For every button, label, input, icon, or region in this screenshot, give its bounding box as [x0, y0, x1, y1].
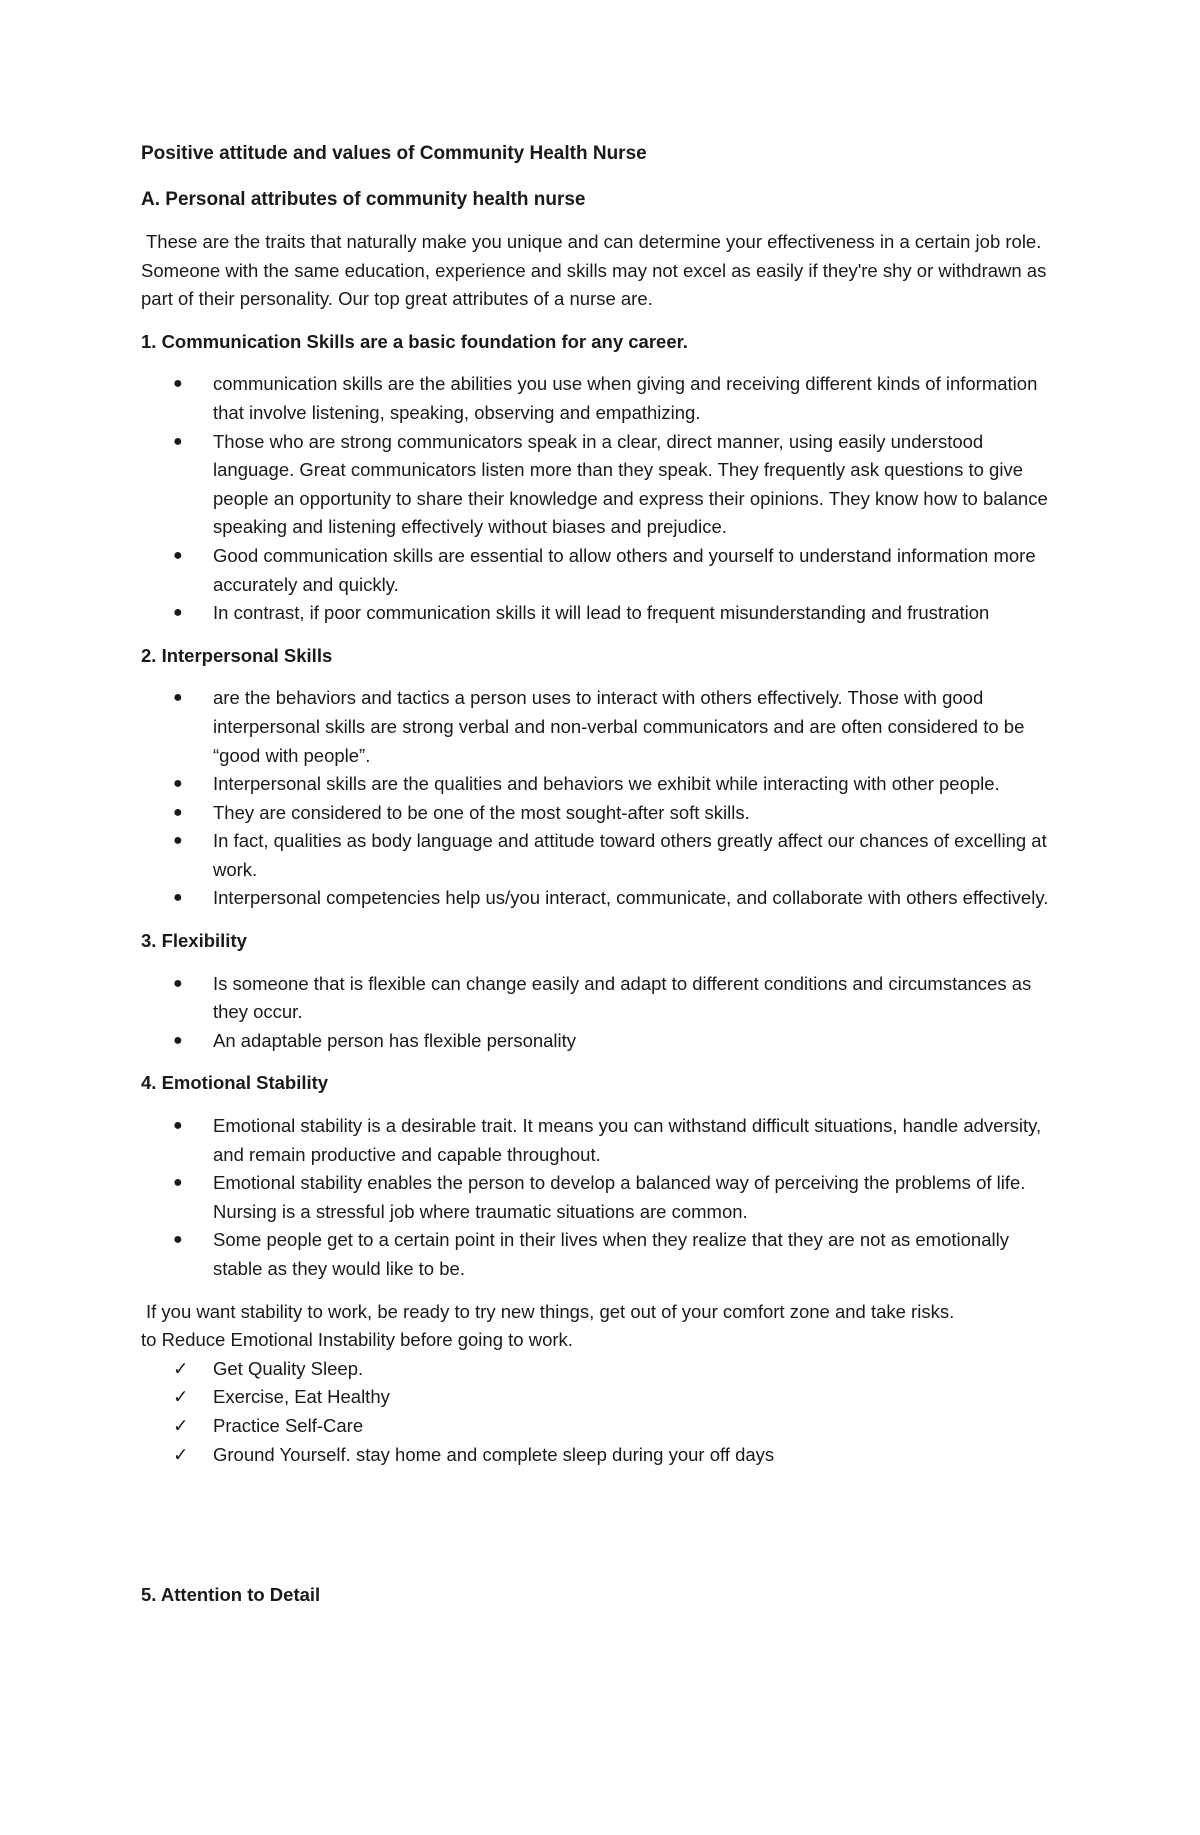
communication-bullet-list: [141, 370, 1061, 627]
list-item-text: Those who are strong communicators speak in a clear, direct manner, using easily understood language. Great communicators listen more than they speak. They frequently ask questions to give people an opportunity to share their knowledge and express their opinions. They know how to balance speaking and listening effectively without biases and prejudice.: [213, 430, 1048, 538]
list-item: [141, 1027, 1061, 1056]
bullet-icon: ●: [173, 689, 183, 707]
list-item: [141, 884, 1061, 913]
checklist-item-text: Ground Yourself. stay home and complete sleep during your off days: [213, 1443, 775, 1465]
flexibility-bullet-list: [141, 970, 1061, 1056]
intro-paragraph: These are the traits that naturally make you unique and can determine your effectiveness in a certain job role. Someone with the same education, experience and skills may not excel as easily if they're shy or withdrawn as part of their personality. Our top great attributes of a nurse are.: [141, 231, 1047, 310]
checklist-item-text: Practice Self-Care: [213, 1414, 364, 1436]
list-item-text: communication skills are the abilities you use when giving and receiving different kinds of information that involve listening, speaking, observing and empathizing.: [213, 373, 1038, 423]
checklist-item: [141, 1412, 1061, 1441]
checklist-item-text: Exercise, Eat Healthy: [213, 1386, 390, 1408]
list-item: [141, 542, 1061, 599]
list-item: [141, 370, 1061, 427]
bullet-icon: ●: [173, 803, 183, 821]
list-item: [141, 599, 1061, 628]
list-item: [141, 799, 1061, 828]
bullet-icon: ●: [173, 432, 183, 450]
bullet-icon: ●: [173, 546, 183, 564]
checklist-item: [141, 1441, 1061, 1470]
bullet-icon: ●: [173, 1031, 183, 1049]
list-item: [141, 1226, 1061, 1283]
emotional-stability-bullet-list: [141, 1112, 1061, 1284]
list-item-text: Emotional stability enables the person to develop a balanced way of perceiving the problems of life. Nursing is a stressful job where traumatic situations are common.: [213, 1172, 1026, 1222]
bullet-icon: ●: [173, 775, 183, 793]
checkmark-icon: ✓: [173, 1357, 189, 1379]
checkmark-icon: ✓: [173, 1414, 189, 1436]
section-a-heading: A. Personal attributes of community health nurse: [141, 189, 586, 210]
document-title: Positive attitude and values of Community Health Nurse: [141, 143, 647, 164]
checklist-item-text: Get Quality Sleep.: [213, 1357, 364, 1379]
list-item: [141, 970, 1061, 1027]
section-heading-flexibility: 3. Flexibility: [141, 930, 247, 952]
list-item: [141, 770, 1061, 799]
list-item-text: In contrast, if poor communication skills it will lead to frequent misunderstanding and frustration: [213, 602, 990, 624]
vertical-spacer: [141, 1469, 1061, 1581]
list-item-text: In fact, qualities as body language and attitude toward others greatly affect our chances of excelling at work.: [213, 830, 1047, 880]
section-heading-communication: 1. Communication Skills are a basic foundation for any career.: [141, 330, 688, 352]
bullet-icon: ●: [173, 1231, 183, 1249]
list-item: [141, 1112, 1061, 1169]
bullet-icon: ●: [173, 1117, 183, 1135]
interpersonal-bullet-list: [141, 684, 1061, 913]
checkmark-icon: ✓: [173, 1443, 189, 1465]
section-heading-attention-to-detail: 5. Attention to Detail: [141, 1584, 321, 1606]
bullet-icon: ●: [173, 1174, 183, 1192]
list-item-text: Interpersonal skills are the qualities and behaviors we exhibit while interacting with other people.: [213, 773, 1000, 795]
checklist-item: [141, 1383, 1061, 1412]
reduce-instability-intro: to Reduce Emotional Instability before going to work.: [141, 1329, 573, 1351]
list-item: [141, 827, 1061, 884]
list-item-text: Is someone that is flexible can change easily and adapt to different conditions and circumstances as they occur.: [213, 972, 1032, 1023]
section-heading-emotional-stability: 4. Emotional Stability: [141, 1072, 329, 1094]
list-item-text: Some people get to a certain point in their lives when they realize that they are not as emotionally stable as they would like to be.: [213, 1229, 1009, 1279]
list-item-text: Good communication skills are essential to allow others and yourself to understand information more accurately and quickly.: [213, 544, 1036, 595]
list-item-text: are the behaviors and tactics a person uses to interact with others effectively. Those with good interpersonal skills are strong verbal and non-verbal communicators and are often considered to be “good with people”.: [213, 687, 1025, 766]
list-item-text: An adaptable person has flexible personality: [213, 1029, 577, 1051]
list-item: [141, 684, 1061, 770]
bullet-icon: ●: [173, 889, 183, 907]
bullet-icon: ●: [173, 974, 183, 992]
reduce-instability-checklist: [141, 1355, 1061, 1469]
list-item-text: They are considered to be one of the most sought-after soft skills.: [213, 801, 750, 823]
bullet-icon: ●: [173, 604, 183, 622]
list-item-text: Emotional stability is a desirable trait. It means you can withstand difficult situations, handle adversity, and remain productive and capable throughout.: [213, 1115, 1042, 1165]
list-item: [141, 428, 1061, 542]
section-heading-interpersonal: 2. Interpersonal Skills: [141, 644, 333, 666]
list-item: [141, 1169, 1061, 1226]
bullet-icon: ●: [173, 375, 183, 393]
checkmark-icon: ✓: [173, 1386, 189, 1408]
checklist-item: [141, 1355, 1061, 1384]
stability-note: If you want stability to work, be ready to try new things, get out of your comfort zone and take risks.: [146, 1300, 955, 1322]
list-item-text: Interpersonal competencies help us/you interact, communicate, and collaborate with others effectively.: [213, 887, 1049, 909]
bullet-icon: ●: [173, 832, 183, 850]
document-page: [141, 140, 1061, 1624]
